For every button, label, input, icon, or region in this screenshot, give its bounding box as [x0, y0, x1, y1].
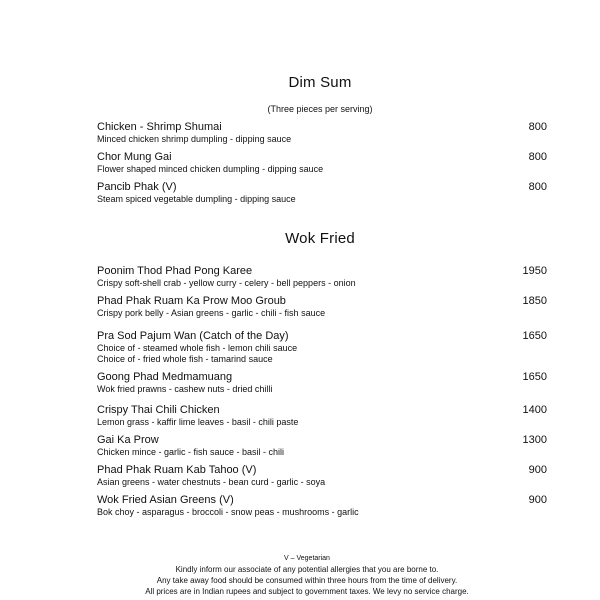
menu-item [97, 464, 547, 488]
item-name: Pra Sod Pajum Wan (Catch of the Day) [97, 330, 289, 342]
item-price: 900 [528, 464, 547, 476]
item-price: 900 [528, 494, 547, 506]
section-title-dim-sum: Dim Sum [288, 74, 352, 91]
menu-item [97, 181, 547, 205]
takeaway-note: Any take away food should be consumed within three hours from the time of delivery. [156, 576, 458, 585]
serving-note: (Three pieces per serving) [267, 104, 373, 114]
section-title-wok-fried: Wok Fried [285, 230, 355, 247]
item-description: Steam spiced vegetable dumpling - dipping sauce [97, 194, 296, 204]
item-price: 800 [528, 121, 547, 133]
menu-item [97, 330, 547, 365]
item-description: Choice of - fried whole fish - tamarind sauce [97, 354, 273, 364]
item-description: Wok fried prawns - cashew nuts - dried chilli [97, 384, 273, 394]
item-description: Choice of - steamed whole fish - lemon chili sauce [97, 343, 298, 353]
item-price: 1650 [522, 371, 547, 383]
item-name: Pancib Phak (V) [97, 181, 177, 193]
item-description: Flower shaped minced chicken dumpling - dipping sauce [97, 164, 324, 174]
menu-item [97, 151, 547, 175]
vegetarian-note: V – Vegetarian [284, 555, 330, 562]
item-name: Gai Ka Prow [97, 434, 159, 446]
item-price: 1650 [522, 330, 547, 342]
allergy-note: Kindly inform our associate of any potential allergies that you are borne to. [175, 565, 439, 574]
item-name: Chor Mung Gai [97, 151, 172, 163]
pricing-note: All prices are in Indian rupees and subject to government taxes. We levy no service charge. [145, 587, 469, 596]
item-name: Wok Fried Asian Greens (V) [97, 494, 234, 506]
item-name: Poonim Thod Phad Pong Karee [97, 265, 253, 277]
item-description: Lemon grass - kaffir lime leaves - basil - chili paste [97, 417, 299, 427]
item-name: Chicken - Shrimp Shumai [97, 121, 222, 133]
item-price: 800 [528, 181, 547, 193]
item-price: 1950 [522, 265, 547, 277]
menu-item [97, 494, 547, 518]
menu-item [97, 404, 547, 428]
menu-item [97, 265, 547, 289]
item-description: Asian greens - water chestnuts - bean curd - garlic - soya [97, 477, 326, 487]
item-description: Chicken mince - garlic - fish sauce - basil - chili [97, 447, 285, 457]
item-description: Minced chicken shrimp dumpling - dipping sauce [97, 134, 292, 144]
menu-item [97, 121, 547, 145]
menu-item [97, 371, 547, 395]
item-description: Bok choy - asparagus - broccoli - snow peas - mushrooms - garlic [97, 507, 359, 517]
item-name: Crispy Thai Chili Chicken [97, 404, 220, 416]
item-price: 1300 [522, 434, 547, 446]
item-price: 1850 [522, 295, 547, 307]
item-name: Phad Phak Ruam Ka Prow Moo Groub [97, 295, 286, 307]
footer-notes [0, 553, 600, 597]
item-name: Phad Phak Ruam Kab Tahoo (V) [97, 464, 257, 476]
menu-item [97, 434, 547, 458]
item-description: Crispy pork belly - Asian greens - garlic - chili - fish sauce [97, 308, 326, 318]
item-price: 1400 [522, 404, 547, 416]
item-price: 800 [528, 151, 547, 163]
item-name: Goong Phad Medmamuang [97, 371, 233, 383]
item-description: Crispy soft-shell crab - yellow curry - celery - bell peppers - onion [97, 278, 356, 288]
menu-item [97, 295, 547, 319]
